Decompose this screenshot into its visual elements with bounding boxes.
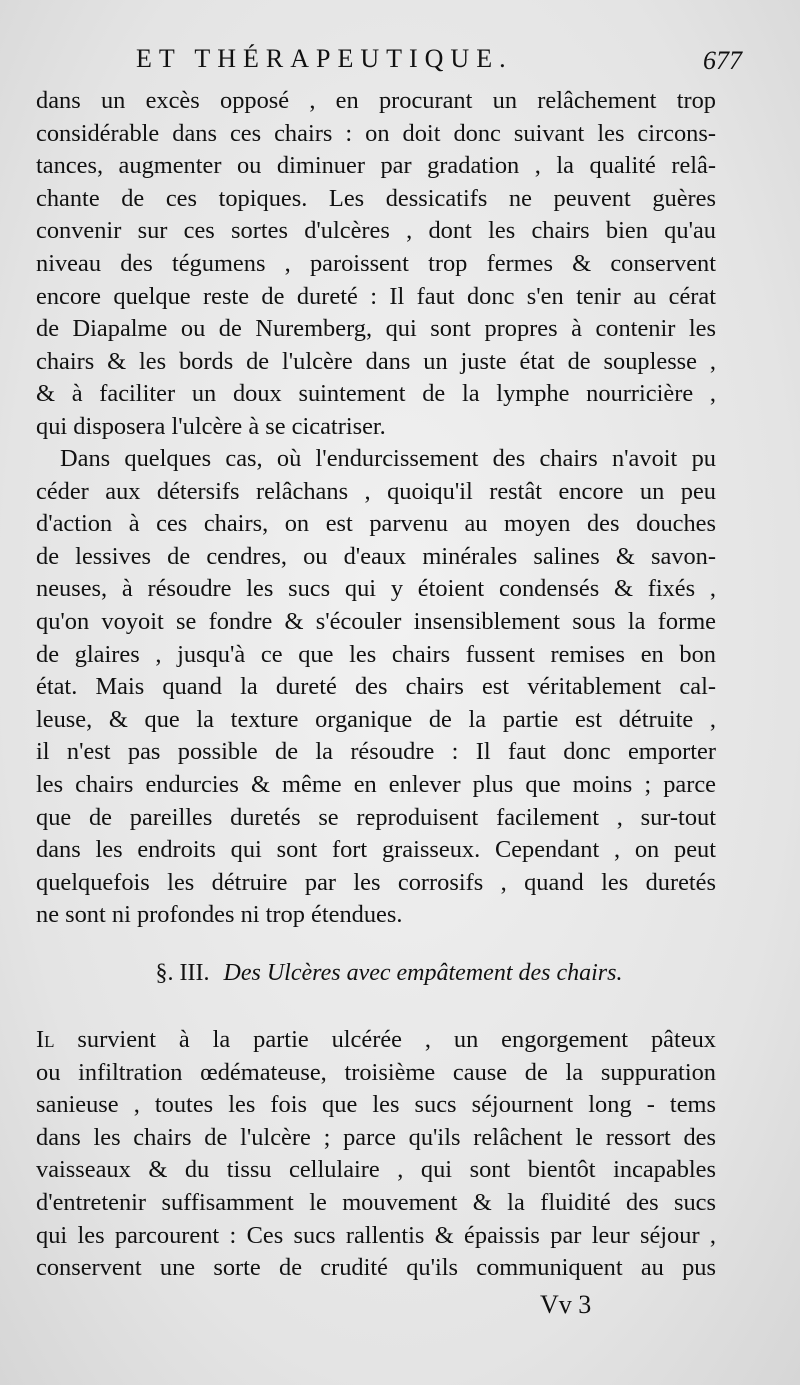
text-line: de glaires , jusqu'à ce que les chairs fussent remises en bon xyxy=(36,640,716,668)
text-line: que de pareilles duretés se reproduisent facilement , sur-tout xyxy=(36,803,716,831)
paragraph-3 xyxy=(36,1024,716,1285)
text-line: qui disposera l'ulcère à se cicatriser. xyxy=(36,412,386,440)
text-line: état. Mais quand la dureté des chairs est véritablement cal- xyxy=(36,673,716,701)
text-line: neuses, à résoudre les sucs qui y étoient condensés & fixés , xyxy=(36,575,716,603)
text-line: les chairs endurcies & même en enlever plus que moins ; parce xyxy=(36,770,716,798)
page-header xyxy=(36,44,742,84)
text-line: qui les parcourent : Ces sucs rallentis & épaissis par leur séjour , xyxy=(36,1221,716,1249)
signature-mark: Vv 3 xyxy=(540,1290,592,1319)
text-line: de Diapalme ou de Nuremberg, qui sont propres à contenir les xyxy=(36,315,716,343)
text-line: encore quelque reste de dureté : Il faut donc s'en tenir au cérat xyxy=(36,282,716,310)
text-line: chairs & les bords de l'ulcère dans un juste état de souplesse , xyxy=(36,347,716,375)
text-line: conservent une sorte de crudité qu'ils communiquent au pus xyxy=(36,1254,716,1282)
text-line: tances, augmenter ou diminuer par gradation , la qualité relâ- xyxy=(36,152,716,180)
text-line: dans les endroits qui sont fort graisseux. Cependant , on peut xyxy=(36,836,716,864)
text-line: leuse, & que la texture organique de la partie est détruite , xyxy=(36,705,716,733)
paragraph-2 xyxy=(36,443,716,932)
text-line: considérable dans ces chairs : on doit donc suivant les circons- xyxy=(36,119,716,147)
text-line: quelquefois les détruire par les corrosifs , quand les duretés xyxy=(36,868,716,896)
text-line: & à faciliter un doux suintement de la lymphe nourricière , xyxy=(36,380,716,408)
text-line: céder aux détersifs relâchans , quoiqu'il restât encore un peu xyxy=(36,477,716,505)
paragraph-1 xyxy=(36,85,716,444)
text-line-rest: survient à la partie ulcérée , un engorgement pâteux xyxy=(54,1026,716,1053)
text-line: d'entretenir suffisamment le mouvement & la fluidité des sucs xyxy=(36,1188,716,1216)
section-heading xyxy=(36,960,742,987)
text-line: sanieuse , toutes les fois que les sucs séjournent long - tems xyxy=(36,1091,716,1119)
text-line: Dans quelques cas, où l'endurcissement des chairs n'avoit pu xyxy=(60,445,716,472)
text-line: de lessives de cendres, ou d'eaux minérales salines & savon- xyxy=(36,542,716,570)
text-line: il n'est pas possible de la résoudre : Il faut donc emporter xyxy=(36,738,716,766)
text-line: ne sont ni profondes ni trop étendues. xyxy=(36,901,403,929)
text-line xyxy=(36,1024,716,1057)
text-line: dans un excès opposé , en procurant un relâchement trop xyxy=(36,87,716,114)
text-line: chante de ces topiques. Les dessicatifs ne peuvent guères xyxy=(36,184,716,212)
page-number: 677 xyxy=(703,46,742,75)
text-line: qu'on voyoit se fondre & s'écouler insensiblement sous la forme xyxy=(36,607,716,635)
dropcap: Il xyxy=(36,1026,55,1053)
text-line: d'action à ces chairs, on est parvenu au moyen des douches xyxy=(36,510,716,538)
section-title: Des Ulcères avec empâtement des chairs. xyxy=(223,960,623,986)
text-line: convenir sur ces sortes d'ulcères , dont les chairs bien qu'au xyxy=(36,217,716,245)
text-line: ou infiltration œdémateuse, troisième cause de la suppuration xyxy=(36,1058,716,1086)
text-line: dans les chairs de l'ulcère ; parce qu'ils relâchent le ressort des xyxy=(36,1123,716,1151)
running-title: ET THÉRAPEUTIQUE. xyxy=(136,44,513,73)
text-line: vaisseaux & du tissu cellulaire , qui sont bientôt incapables xyxy=(36,1156,716,1184)
section-number: §. III. xyxy=(155,960,210,986)
text-line: niveau des tégumens , paroissent trop fermes & conservent xyxy=(36,249,716,277)
